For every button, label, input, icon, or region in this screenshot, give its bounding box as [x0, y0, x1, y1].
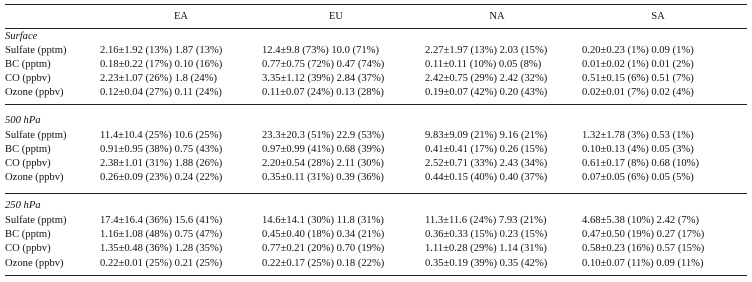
table-cell: 0.07±0.05 (6%) 0.05 (5%)	[582, 172, 694, 183]
table-cell: 11.4±10.4 (25%) 10.6 (25%)	[100, 130, 222, 141]
table-cell: 0.12±0.04 (27%) 0.11 (24%)	[100, 87, 222, 98]
row-label: Sulfate (pptm)	[5, 130, 67, 141]
table-cell: 2.23±1.07 (26%) 1.8 (24%)	[100, 73, 218, 84]
table-cell: 2.42±0.75 (29%) 2.42 (32%)	[425, 73, 548, 84]
table-cell: 0.35±0.11 (31%) 0.39 (36%)	[262, 172, 384, 183]
column-header-na: NA	[489, 11, 505, 22]
table-cell: 0.26±0.09 (23%) 0.24 (22%)	[100, 172, 223, 183]
table-cell: 0.22±0.01 (25%) 0.21 (25%)	[100, 258, 223, 269]
row-label: CO (ppbv)	[5, 73, 51, 84]
table-cell: 12.4±9.8 (73%) 10.0 (71%)	[262, 45, 380, 56]
table-cell: 0.35±0.19 (39%) 0.35 (42%)	[425, 258, 548, 269]
table-cell: 0.58±0.23 (16%) 0.57 (15%)	[582, 243, 705, 254]
table-cell: 2.20±0.54 (28%) 2.11 (30%)	[262, 158, 384, 169]
table-cell: 0.18±0.22 (17%) 0.10 (16%)	[100, 59, 223, 70]
table-cell: 1.32±1.78 (3%) 0.53 (1%)	[582, 130, 694, 141]
table-cell: 0.51±0.15 (6%) 0.51 (7%)	[582, 73, 694, 84]
table-cell: 0.01±0.02 (1%) 0.01 (2%)	[582, 59, 694, 70]
section-title-250hpa: 250 hPa	[5, 200, 41, 211]
table-cell: 11.3±11.6 (24%) 7.93 (21%)	[425, 215, 547, 226]
table-cell: 0.91±0.95 (38%) 0.75 (43%)	[100, 144, 223, 155]
table-cell: 2.27±1.97 (13%) 2.03 (15%)	[425, 45, 548, 56]
table-cell: 14.6±14.1 (30%) 11.8 (31%)	[262, 215, 384, 226]
table-cell: 0.97±0.99 (41%) 0.68 (39%)	[262, 144, 385, 155]
table-cell: 0.02±0.01 (7%) 0.02 (4%)	[582, 87, 694, 98]
column-header-eu: EU	[328, 11, 344, 22]
table-cell: 0.45±0.40 (18%) 0.34 (21%)	[262, 229, 385, 240]
table-cell: 0.11±0.07 (24%) 0.13 (28%)	[262, 87, 384, 98]
section-rule	[5, 193, 747, 194]
row-label: Ozone (ppbv)	[5, 258, 64, 269]
table-cell: 0.20±0.23 (1%) 0.09 (1%)	[582, 45, 694, 56]
table-cell: 0.19±0.07 (42%) 0.20 (43%)	[425, 87, 548, 98]
row-label: BC (pptm)	[5, 144, 51, 155]
row-label: Sulfate (pptm)	[5, 215, 67, 226]
table-cell: 4.68±5.38 (10%) 2.42 (7%)	[582, 215, 700, 226]
row-label: BC (pptm)	[5, 59, 51, 70]
column-header-sa: SA	[651, 11, 665, 22]
row-label: Ozone (ppbv)	[5, 172, 64, 183]
row-label: Ozone (ppbv)	[5, 87, 64, 98]
table-cell: 1.35±0.48 (36%) 1.28 (35%)	[100, 243, 223, 254]
table-cell: 0.10±0.07 (11%) 0.09 (11%)	[582, 258, 704, 269]
section-title-500hpa: 500 hPa	[5, 115, 41, 126]
table-cell: 0.47±0.50 (19%) 0.27 (17%)	[582, 229, 705, 240]
table-cell: 0.10±0.13 (4%) 0.05 (3%)	[582, 144, 694, 155]
table-cell: 2.16±1.92 (13%) 1.87 (13%)	[100, 45, 223, 56]
row-label: Sulfate (pptm)	[5, 45, 67, 56]
table-cell: 1.16±1.08 (48%) 0.75 (47%)	[100, 229, 223, 240]
section-rule	[5, 104, 747, 105]
table-cell: 17.4±16.4 (36%) 15.6 (41%)	[100, 215, 223, 226]
table-cell: 1.11±0.28 (29%) 1.14 (31%)	[425, 243, 547, 254]
table-cell: 23.3±20.3 (51%) 22.9 (53%)	[262, 130, 385, 141]
table-cell: 0.41±0.41 (17%) 0.26 (15%)	[425, 144, 548, 155]
table-top-rule	[5, 4, 747, 5]
row-label: CO (ppbv)	[5, 243, 51, 254]
column-header-ea: EA	[173, 11, 189, 22]
table-cell: 2.52±0.71 (33%) 2.43 (34%)	[425, 158, 548, 169]
section-title-surface: Surface	[5, 31, 38, 42]
table-cell: 0.11±0.11 (10%) 0.05 (8%)	[425, 59, 542, 70]
table-cell: 0.44±0.15 (40%) 0.40 (37%)	[425, 172, 548, 183]
table-cell: 9.83±9.09 (21%) 9.16 (21%)	[425, 130, 548, 141]
table-cell: 0.61±0.17 (8%) 0.68 (10%)	[582, 158, 700, 169]
header-rule	[5, 28, 747, 29]
table-cell: 0.77±0.21 (20%) 0.70 (19%)	[262, 243, 385, 254]
table-cell: 0.77±0.75 (72%) 0.47 (74%)	[262, 59, 385, 70]
table-bottom-rule	[5, 275, 747, 276]
table-cell: 0.22±0.17 (25%) 0.18 (22%)	[262, 258, 385, 269]
table-cell: 3.35±1.12 (39%) 2.84 (37%)	[262, 73, 385, 84]
table-cell: 2.38±1.01 (31%) 1.88 (26%)	[100, 158, 223, 169]
table-cell: 0.36±0.33 (15%) 0.23 (15%)	[425, 229, 548, 240]
row-label: BC (pptm)	[5, 229, 51, 240]
row-label: CO (ppbv)	[5, 158, 51, 169]
